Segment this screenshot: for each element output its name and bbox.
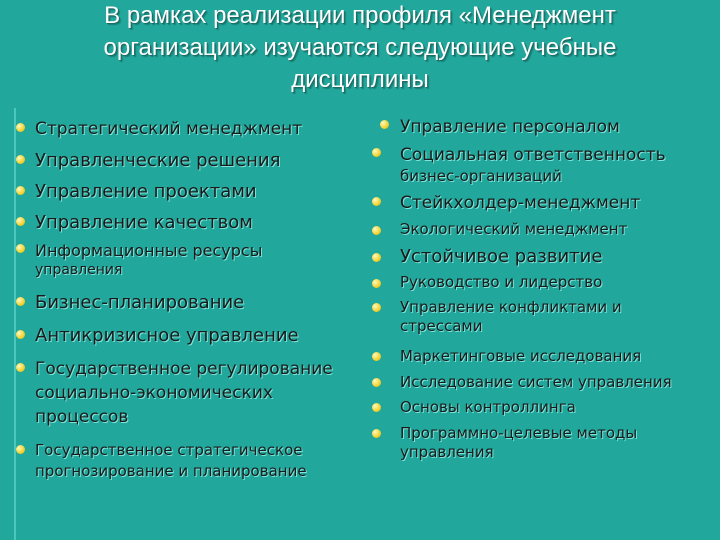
bullet-icon — [16, 363, 25, 372]
bullet-icon — [372, 429, 381, 438]
list-item: Государственное регулирование социально-экономических процессов — [35, 359, 333, 427]
bullet-icon — [16, 217, 25, 226]
bullet-icon — [16, 297, 25, 306]
list-item: Основы контроллинга — [400, 398, 576, 416]
bullet-icon — [16, 244, 25, 253]
list-item: Бизнес-планирование — [35, 292, 245, 313]
list-item: Экологический менеджмент — [400, 220, 628, 238]
list-item: Программно-целевые методы управления — [400, 424, 638, 461]
title-line-2: организации» изучаются следующие учебные — [103, 34, 617, 61]
list-item: Управление конфликтами и стрессами — [400, 298, 622, 335]
left-accent-rule — [14, 108, 16, 540]
bullet-icon — [16, 445, 25, 454]
bullet-icon — [16, 186, 25, 195]
list-item: Стратегический менеджмент — [35, 119, 303, 139]
bullet-icon — [372, 253, 381, 262]
bullet-icon — [16, 155, 25, 164]
list-item: Руководство и лидерство — [400, 273, 603, 291]
bullet-icon — [372, 197, 381, 206]
list-item: Управление персоналом — [400, 117, 620, 137]
list-item: Управленческие решения — [35, 150, 281, 171]
slide-title — [20, 0, 700, 96]
title-line-3: дисциплины — [291, 66, 429, 93]
bullet-icon — [372, 352, 381, 361]
list-item: Управление проектами — [35, 181, 257, 202]
bullet-icon — [372, 279, 381, 288]
bullet-icon — [372, 303, 381, 312]
bullet-icon — [16, 123, 25, 132]
list-item: Управление качеством — [35, 212, 253, 233]
bullet-icon — [380, 120, 389, 129]
bullet-icon — [372, 403, 381, 412]
list-item: Государственное стратегическое прогнозирование и планирование — [35, 441, 307, 480]
list-item: Устойчивое развитие — [400, 246, 603, 267]
bullet-icon — [372, 226, 381, 235]
bullet-icon — [372, 148, 381, 157]
list-item: Антикризисное управление — [35, 325, 299, 346]
bullet-icon — [372, 378, 381, 387]
list-item: Информационные ресурсы управления — [35, 241, 263, 278]
title-line-1: В рамках реализации профиля «Менеджмент — [104, 2, 616, 29]
list-item: Социальная ответственность бизнес-организаций — [400, 145, 666, 185]
bullet-icon — [16, 330, 25, 339]
list-item: Исследование систем управления — [400, 373, 672, 391]
list-item: Маркетинговые исследования — [400, 347, 642, 365]
list-item: Стейкхолдер-менеджмент — [400, 193, 641, 213]
